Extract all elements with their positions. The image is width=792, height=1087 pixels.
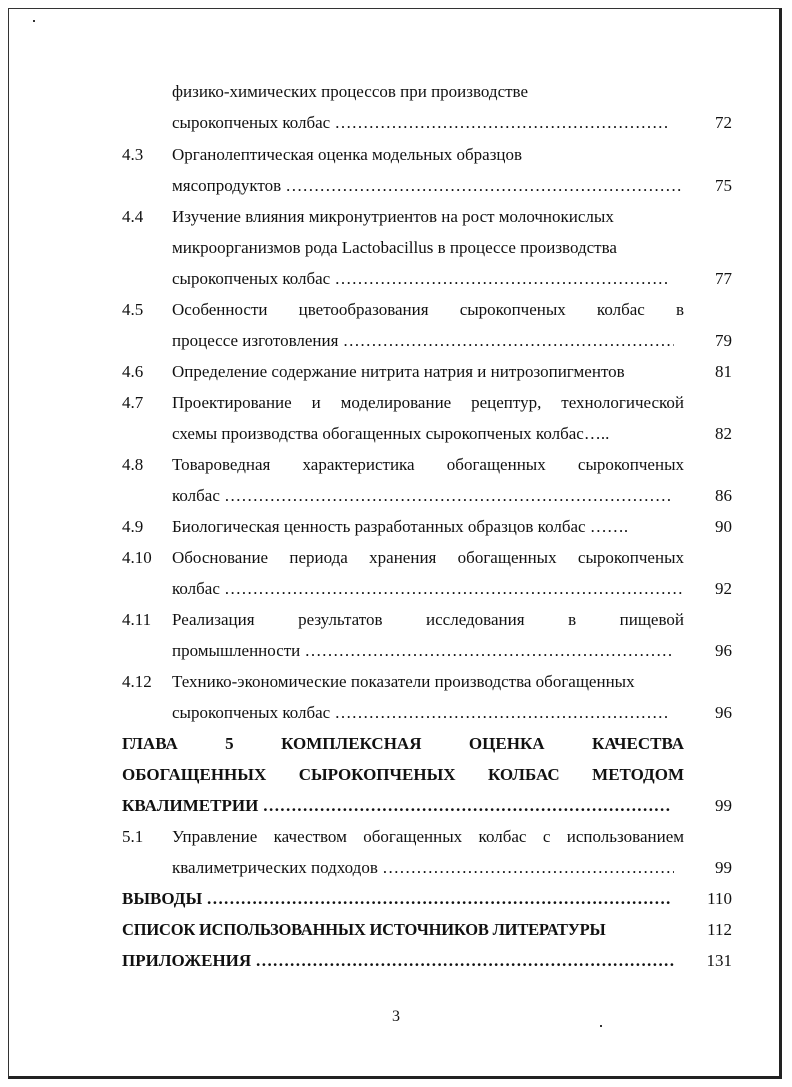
toc-text: Определение содержание нитрита натрия и нитрозопигментов [172, 362, 625, 381]
toc-page-number: 90 [715, 517, 732, 536]
toc-text: процессе изготовления …………………………………………………………………………………………………… [172, 325, 674, 356]
toc-line [0, 914, 792, 945]
toc-line [0, 697, 792, 728]
toc-section-number: 4.8 [122, 455, 144, 474]
toc-text: Особенности цветообразования сырокопченых колбас в [172, 300, 684, 319]
page-number: 3 [392, 1008, 400, 1025]
toc-page-number: 75 [715, 176, 732, 195]
toc-page-number: 79 [715, 331, 732, 350]
toc-line [0, 604, 792, 635]
toc-text: сырокопченых колбас …………………………………………………………………………………………………… [172, 263, 670, 294]
toc-text: Изучение влияния микронутриентов на рост молочнокислых [172, 207, 614, 226]
toc-text: мясопродуктов …………………………………………………………………………………………………… [172, 170, 682, 201]
toc-line [0, 294, 792, 325]
toc-page-number: 99 [715, 858, 732, 877]
toc-page-number: 82 [715, 424, 732, 443]
toc-line [0, 542, 792, 573]
toc-line [0, 945, 792, 976]
toc-line [0, 356, 792, 387]
toc-line [0, 852, 792, 883]
toc-line [0, 666, 792, 697]
toc-section-number: 4.7 [122, 393, 144, 412]
toc-line [0, 170, 792, 201]
toc-section-number: 4.4 [122, 207, 144, 226]
toc-text: сырокопченых колбас …………………………………………………………………………………………………… [172, 107, 670, 138]
toc-text: Реализация результатов исследования в пищевой [172, 610, 684, 629]
toc-line [0, 263, 792, 294]
toc-line [0, 573, 792, 604]
toc-text: Проектирование и моделирование рецептур, технологической [172, 393, 684, 412]
chapter-title: КВАЛИМЕТРИИ …………………………………………………………………………………………………… [122, 790, 670, 821]
toc-text: Обоснование периода хранения обогащенных сырокопченых [172, 548, 684, 567]
toc-text: квалиметрических подходов …………………………………………………………………………………………………… [172, 852, 674, 883]
toc-line [0, 635, 792, 666]
section-title: СПИСОК ИСПОЛЬЗОВАННЫХ ИСТОЧНИКОВ ЛИТЕРАТУРЫ [122, 920, 606, 939]
toc-text: Органолептическая оценка модельных образцов [172, 145, 523, 164]
section-title: ВЫВОДЫ …………………………………………………………………………………………………… [122, 883, 670, 914]
toc-page-number: 112 [707, 920, 732, 939]
toc-section-number: 5.1 [122, 827, 144, 846]
toc-text: сырокопченых колбас …………………………………………………………………………………………………… [172, 697, 668, 728]
toc-line [0, 790, 792, 821]
toc-text: Товароведная характеристика обогащенных сырокопченых [172, 455, 684, 474]
chapter-heading-line [0, 759, 792, 790]
toc-line [0, 821, 792, 852]
toc-line [0, 325, 792, 356]
toc-section-number: 4.3 [122, 145, 144, 164]
toc-line [0, 201, 792, 232]
toc-line [0, 480, 792, 511]
toc-page-number: 77 [715, 269, 732, 288]
toc-text: колбас …………………………………………………………………………………………………… [172, 573, 684, 604]
section-title: ПРИЛОЖЕНИЯ …………………………………………………………………………………………………… [122, 945, 674, 976]
chapter-title: ОБОГАЩЕННЫХ СЫРОКОПЧЕНЫХ КОЛБАС МЕТОДОМ [122, 765, 684, 784]
toc-page-number: 110 [707, 889, 732, 908]
toc-section-number: 4.11 [122, 610, 152, 629]
chapter-heading-line [0, 728, 792, 759]
toc-text: микроорганизмов рода Lactobacillus в процессе производства [172, 238, 617, 257]
toc-page-number: 96 [715, 641, 732, 660]
toc-line [0, 511, 792, 542]
toc-text: промышленности …………………………………………………………………………………………………… [172, 635, 674, 666]
toc-text: схемы производства обогащенных сырокопченых колбас….. [172, 424, 610, 443]
toc-page-number: 72 [715, 113, 732, 132]
chapter-title: ГЛАВА 5 КОМПЛЕКСНАЯ ОЦЕНКА КАЧЕСТВА [122, 734, 684, 753]
toc-page-number: 99 [715, 796, 732, 815]
scan-speck [33, 20, 35, 22]
toc-line [0, 387, 792, 418]
toc-page-number: 81 [715, 362, 732, 381]
toc-line [0, 139, 792, 170]
toc-line [0, 449, 792, 480]
toc-page-number: 131 [706, 951, 732, 970]
toc-line [0, 107, 792, 138]
toc-page-number: 86 [715, 486, 732, 505]
toc-page-number: 96 [715, 703, 732, 722]
toc-text: Биологическая ценность разработанных образцов колбас ……. [172, 517, 629, 536]
toc-line [0, 232, 792, 263]
toc-text: Управление качеством обогащенных колбас с использованием [172, 827, 684, 846]
toc-text: физико-химических процессов при производстве [172, 82, 529, 101]
toc-section-number: 4.12 [122, 672, 152, 691]
toc-text: колбас …………………………………………………………………………………………………… [172, 480, 670, 511]
toc-section-number: 4.6 [122, 362, 144, 381]
toc-line [0, 76, 792, 107]
toc-line [0, 418, 792, 449]
toc-section-number: 4.10 [122, 548, 152, 567]
toc-text: Технико-экономические показатели производства обогащенных [172, 672, 635, 691]
toc-line [0, 883, 792, 914]
toc-section-number: 4.9 [122, 517, 144, 536]
toc-section-number: 4.5 [122, 300, 144, 319]
toc-page-number: 92 [715, 579, 732, 598]
